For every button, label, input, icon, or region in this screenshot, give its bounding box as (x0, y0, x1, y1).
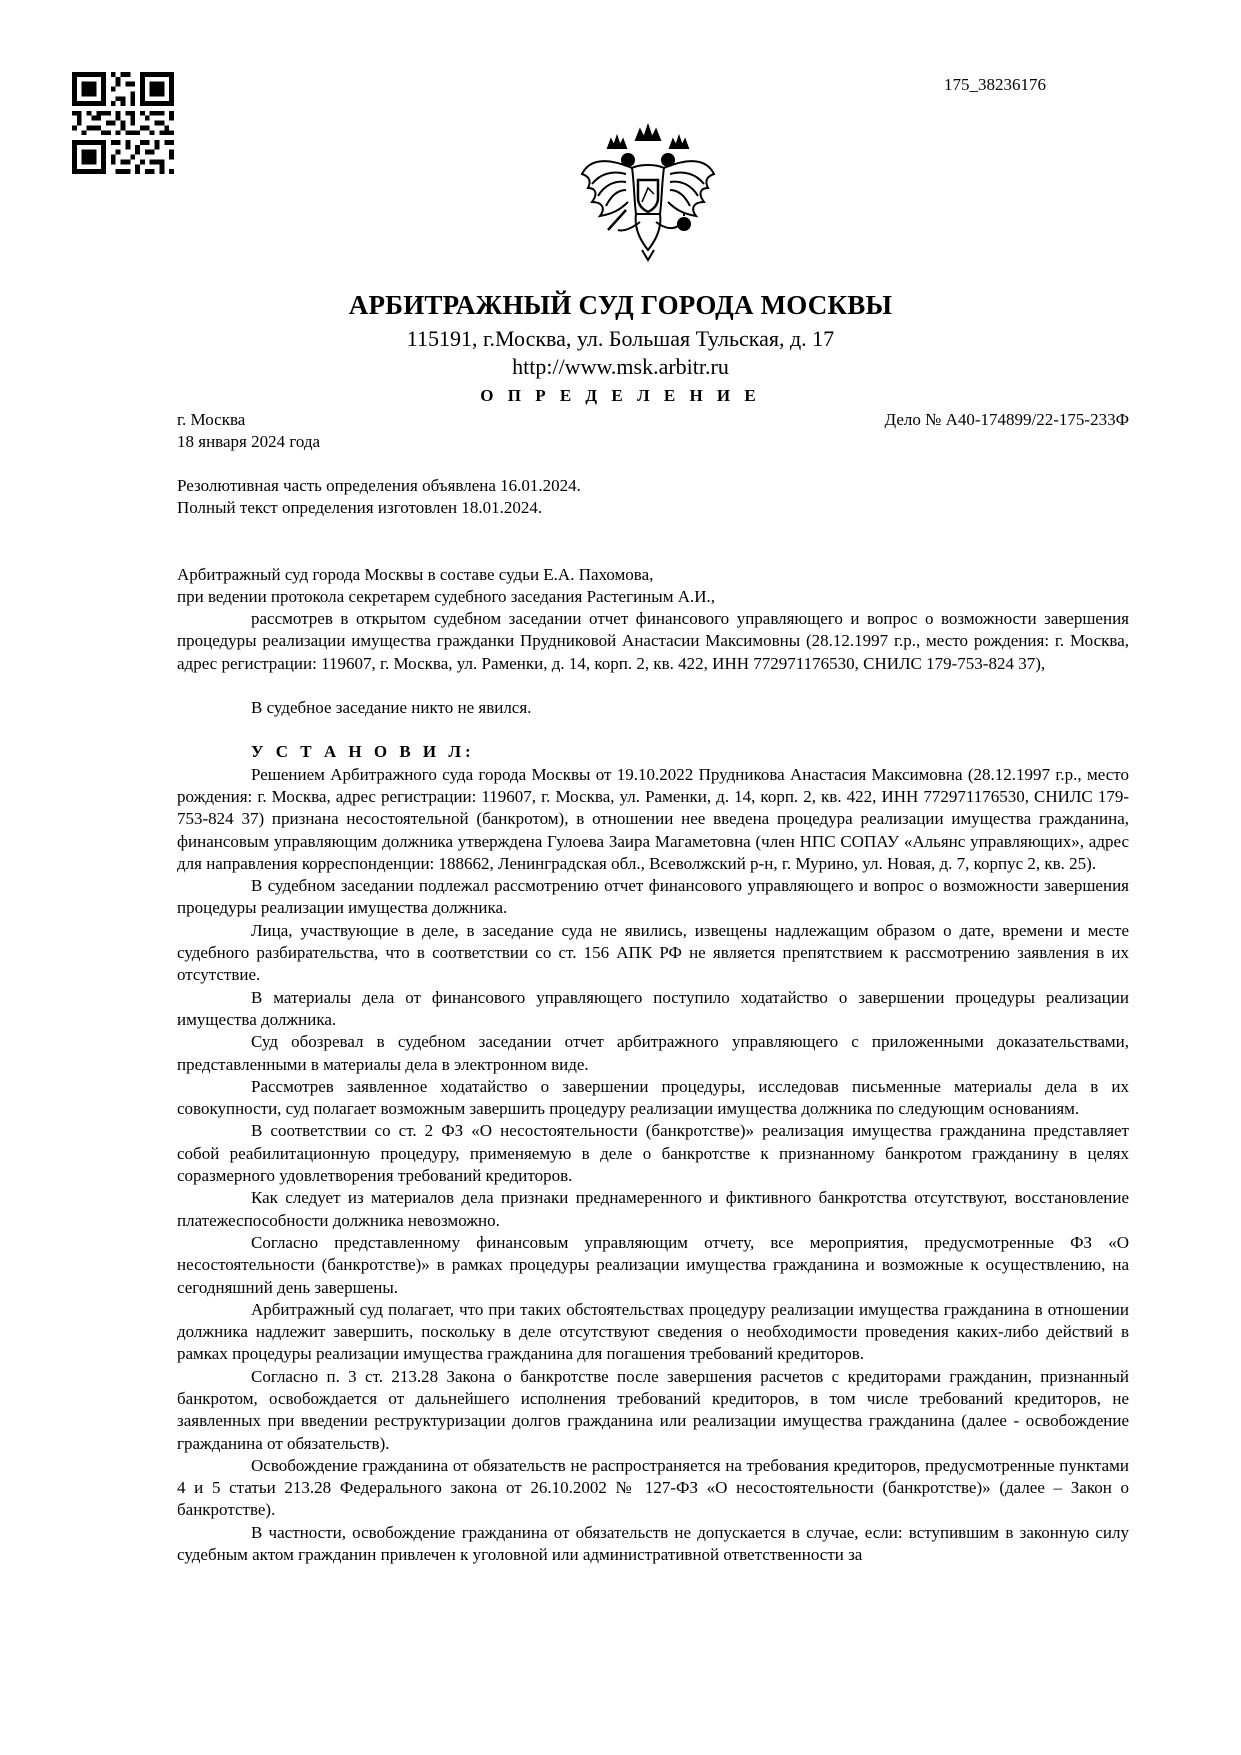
body-paragraph: В материалы дела от финансового управляющего поступило ходатайство о завершении процедуры реализации имущества должника. (177, 987, 1129, 1029)
body-paragraph: Арбитражный суд полагает, что при таких обстоятельствах процедуру реализации имущества гражданина в отношении должника надлежит завершить, поскольку в деле отсутствуют сведения о необходимости проведения каких-либо действий в рамках процедуры реализации имущества гражданина для погашения требований кредиторов. (177, 1299, 1129, 1364)
decision-date: 18 января 2024 года (177, 432, 321, 451)
court-name: АРБИТРАЖНЫЙ СУД ГОРОДА МОСКВЫ (348, 290, 893, 320)
body-paragraph: В соответствии со ст. 2 ФЗ «О несостоятельности (банкротстве)» реализация имущества гражданина представляет собой реабилитационную процедуру, применяемую в деле о банкротстве к признанному банкротом гражданину в целях соразмерного удовлетворения требований кредиторов. (177, 1121, 1129, 1186)
body-paragraph: Согласно п. 3 ст. 213.28 Закона о банкротстве после завершения расчетов с кредиторами гражданин, признанный банкротом, освобождается от дальнейшего исполнения требований кредиторов, в том числе требований кредиторов, не заявленных при введении реструктуризации долгов гражданина или реализации имущества гражданина (далее - освобождение гражданина от обязательств). (177, 1366, 1129, 1453)
court-website[interactable]: http://www.msk.arbitr.ru (512, 354, 729, 379)
body-paragraph: Лица, участвующие в деле, в заседание суда не явились, извещены надлежащим образом о дате, времени и месте судебного разбирательства, что в соответствии со ст. 156 АПК РФ не является препятствием к рассмотрению заявления в их отсутствие. (177, 920, 1129, 985)
body-paragraph: В частности, освобождение гражданина от обязательств не допускается в случае, если: вступившим в законную силу судебным актом гражданин привлечен к уголовной или административной ответственности за (177, 1522, 1129, 1565)
considered-paragraph: рассмотрев в открытом судебном заседании отчет финансового управляющего и вопрос о возможности завершения процедуры реализации имущества гражданки Прудниковой Анастасии Максимовны (28.12.1997 г.р., место рождения: г. Москва, адрес регистрации: 119607, г. Москва, ул. Раменки, д. 14, корп. 2, кв. 422, ИНН 772971176530, СНИЛС 179-753-824 37), (177, 609, 1129, 673)
court-composition-line: Арбитражный суд города Москвы в составе судьи Е.А. Пахомова, (177, 564, 654, 584)
full-text-date-line: Полный текст определения изготовлен 18.01.2024. (177, 498, 543, 518)
city-label: г. Москва (177, 410, 246, 429)
court-address: 115191, г.Москва, ул. Большая Тульская, д. 17 (406, 326, 835, 351)
secretary-line: при ведении протокола секретарем судебного заседания Растегиным А.И., (177, 586, 716, 606)
case-number: Дело № А40-174899/22-175-233Ф (884, 410, 1129, 429)
body-paragraph: В судебном заседании подлежал рассмотрению отчет финансового управляющего и вопрос о возможности завершения процедуры реализации имущества должника. (177, 876, 1129, 918)
qr-code-icon (72, 72, 174, 174)
resolution-date-line: Резолютивная часть определения объявлена 16.01.2024. (177, 476, 581, 495)
body-paragraph: Рассмотрев заявленное ходатайство о завершении процедуры, исследовав письменные материалы дела в их совокупности, суд полагает возможным завершить процедуру реализации имущества должника по следующим основаниям. (177, 1076, 1129, 1119)
document-type-title: О П Р Е Д Е Л Е Н И Е (480, 386, 761, 405)
body-paragraph: Суд обозревал в судебном заседании отчет арбитражного управляющего с приложенными доказательствами, представленными в материалы дела в электронном виде. (177, 1032, 1129, 1074)
intro-block (177, 475, 1129, 1566)
russian-coat-of-arms-icon (578, 118, 718, 266)
attendance-line: В судебное заседание никто не явился. (251, 698, 532, 718)
body-paragraph: Согласно представленному финансовым управляющим отчету, все мероприятия, предусмотренные ФЗ «О несостоятельности (банкротстве)» в рамках процедуры реализации имущества гражданина и возможные к осуществлению, на сегодняшний день завершены. (177, 1232, 1129, 1297)
established-heading: У С Т А Н О В И Л: (251, 742, 475, 762)
body-paragraph: Как следует из материалов дела признаки преднамеренного и фиктивного банкротства отсутствуют, восстановление платежеспособности должника невозможно. (177, 1188, 1129, 1230)
body-paragraph: Решением Арбитражного суда города Москвы от 19.10.2022 Прудникова Анастасия Максимовна (28.12.1997 г.р., место рождения: г. Москва, адрес регистрации: 119607, г. Москва, ул. Раменки, д. 14, корп. 2, кв. 422, ИНН 772971176530, СНИЛС 179-753-824 37) признана несостоятельной (банкротом), в отношении нее введена процедура реализации имущества гражданина, финансовым управляющим должника утверждена Гулоева Заира Магаметовна (член НПС СОПАУ «Альянс управляющих», адрес для направления корреспонденции: 188662, Ленинградская обл., Всеволжский р-н, г. Мурино, ул. Новая, д. 7, корпус 2, кв. 25). (177, 764, 1129, 873)
body-paragraph: Освобождение гражданина от обязательств не распространяется на требования кредиторов, предусмотренные пунктами 4 и 5 статьи 213.28 Федерального закона от 26.10.2002 № 127-ФЗ «О несостоятельности (банкротстве)» (далее – Закон о банкротстве). (177, 1455, 1129, 1520)
document-id: 175_38236176 (944, 75, 1046, 94)
